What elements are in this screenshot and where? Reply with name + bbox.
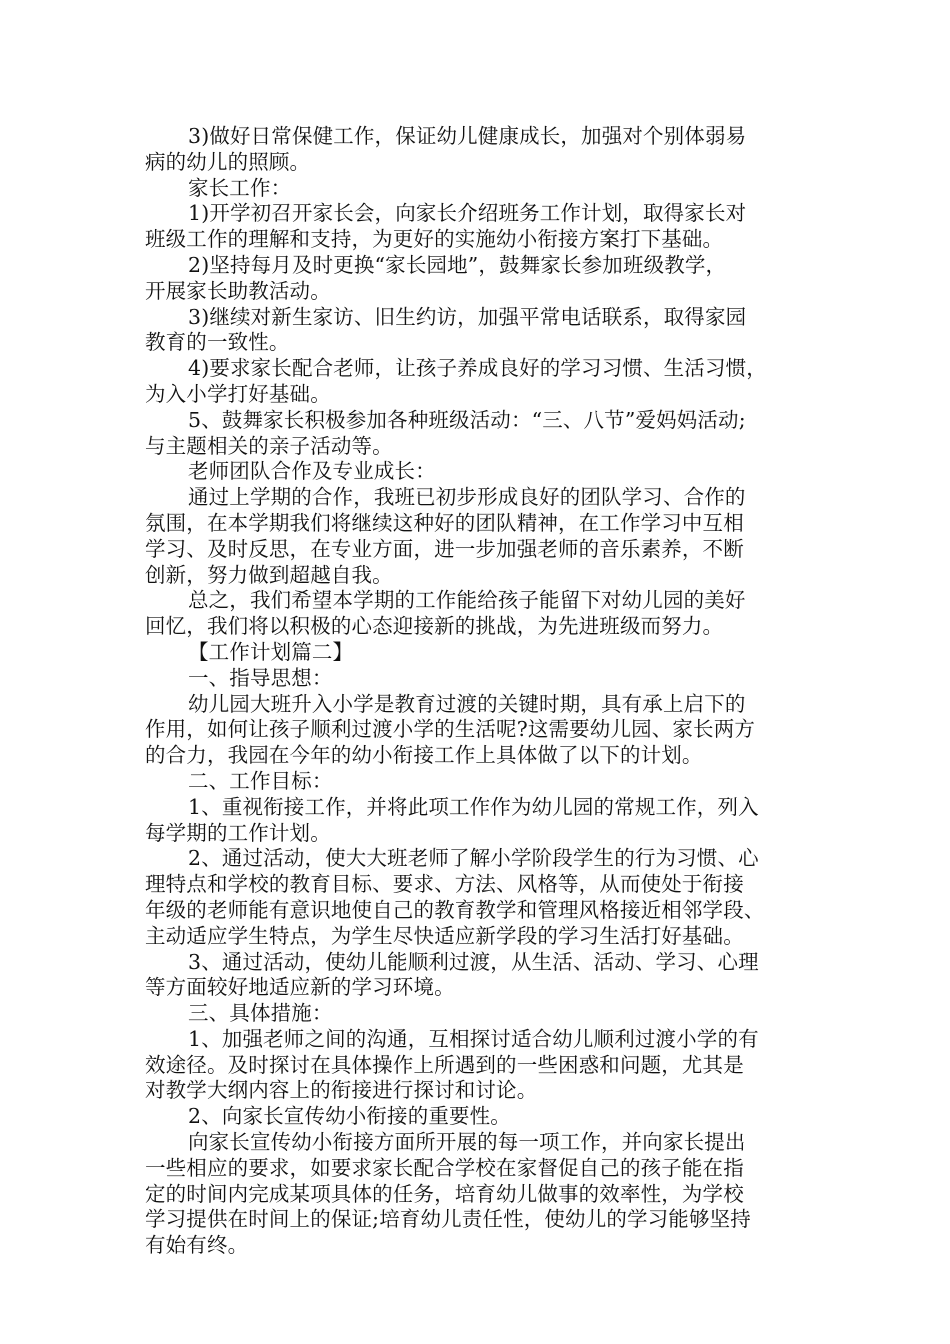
text-line: 3)做好日常保健工作，保证幼儿健康成长，加强对个别体弱易: [188, 124, 747, 148]
text-line: 2)坚持每月及时更换“家长园地”，鼓舞家长参加班级教学，: [188, 252, 727, 277]
text-line: 老师团队合作及专业成长：: [188, 459, 436, 484]
text-line: 5、鼓舞家长积极参加各种班级活动：“三、八节”爱妈妈活动;: [188, 407, 746, 432]
text-line: 总之，我们希望本学期的工作能给孩子能留下对幼儿园的美好: [188, 588, 746, 613]
text-line: 创新，努力做到超越自我。: [145, 562, 393, 587]
text-line: 班级工作的理解和支持，为更好的实施幼小衔接方案打下基础。: [145, 227, 724, 252]
text-line: 一、指导思想：: [188, 665, 333, 690]
text-line: 4)要求家长配合老师，让孩子养成良好的学习习惯、生活习惯，: [188, 356, 767, 381]
text-line: 2、通过活动，使大大班老师了解小学阶段学生的行为习惯、心: [188, 846, 759, 871]
text-line: 对教学大纲内容上的衔接进行探讨和讨论。: [145, 1078, 538, 1103]
text-line: 1、重视衔接工作，并将此项工作作为幼儿园的常规工作，列入: [188, 794, 759, 819]
text-line: 氛围，在本学期我们将继续这种好的团队精神，在工作学习中互相: [145, 510, 744, 535]
text-line: 一些相应的要求，如要求家长配合学校在家督促自己的孩子能在指: [145, 1155, 744, 1180]
text-line: 【工作计划篇二】: [188, 639, 354, 664]
text-line: 通过上学期的合作，我班已初步形成良好的团队学习、合作的: [188, 485, 746, 510]
text-line: 每学期的工作计划。: [145, 820, 331, 845]
text-line: 等方面较好地适应新的学习环境。: [145, 975, 455, 1000]
text-line: 2、向家长宣传幼小衔接的重要性。: [188, 1104, 511, 1129]
text-line: 效途径。及时探讨在具体操作上所遇到的一些困惑和问题，尤其是: [145, 1052, 744, 1077]
text-line: 定的时间内完成某项具体的任务，培育幼儿做事的效率性，为学校: [145, 1181, 744, 1206]
text-line: 病的幼儿的照顾。: [145, 149, 311, 174]
text-line: 1)开学初召开家长会，向家长介绍班务工作计划，取得家长对: [188, 201, 747, 226]
text-line: 教育的一致性。: [145, 330, 290, 355]
text-line: 作用，如何让孩子顺利过渡小学的生活呢?这需要幼儿园、家长两方: [145, 717, 755, 742]
text-line: 家长工作：: [188, 175, 292, 200]
text-line: 开展家长助教活动。: [145, 278, 331, 303]
text-line: 回忆，我们将以积极的心态迎接新的挑战，为先进班级而努力。: [145, 614, 724, 639]
document-body: [145, 124, 813, 1259]
text-line: 3)继续对新生家访、旧生约访，加强平常电话联系，取得家园: [188, 304, 747, 329]
text-line: 1、加强老师之间的沟通，互相探讨适合幼儿顺利过渡小学的有: [188, 1026, 759, 1051]
text-line: 学习、及时反思，在专业方面，进一步加强老师的音乐素养，不断: [145, 536, 744, 561]
text-line: 向家长宣传幼小衔接方面所开展的每一项工作，并向家长提出: [188, 1130, 746, 1155]
text-line: 的合力，我园在今年的幼小衔接工作上具体做了以下的计划。: [145, 743, 703, 768]
text-line: 三、具体措施：: [188, 1001, 333, 1026]
text-line: 主动适应学生特点，为学生尽快适应新学段的学习生活打好基础。: [145, 923, 744, 948]
text-line: 有始有终。: [145, 1233, 249, 1258]
text-line: 与主题相关的亲子活动等。: [145, 433, 393, 458]
text-line: 二、工作目标：: [188, 768, 333, 793]
text-line: 学习提供在时间上的保证;培育幼儿责任性，使幼儿的学习能够坚持: [145, 1207, 751, 1232]
text-line: 为入小学打好基础。: [145, 381, 331, 406]
text-line: 年级的老师能有意识地使自己的教育教学和管理风格接近相邻学段、: [145, 897, 765, 922]
text-line: 理特点和学校的教育目标、要求、方法、风格等，从而使处于衔接: [145, 872, 744, 897]
text-line: 3、通过活动，使幼儿能顺利过渡，从生活、活动、学习、心理: [188, 949, 759, 974]
text-line: 幼儿园大班升入小学是教育过渡的关键时期，具有承上启下的: [188, 691, 746, 716]
